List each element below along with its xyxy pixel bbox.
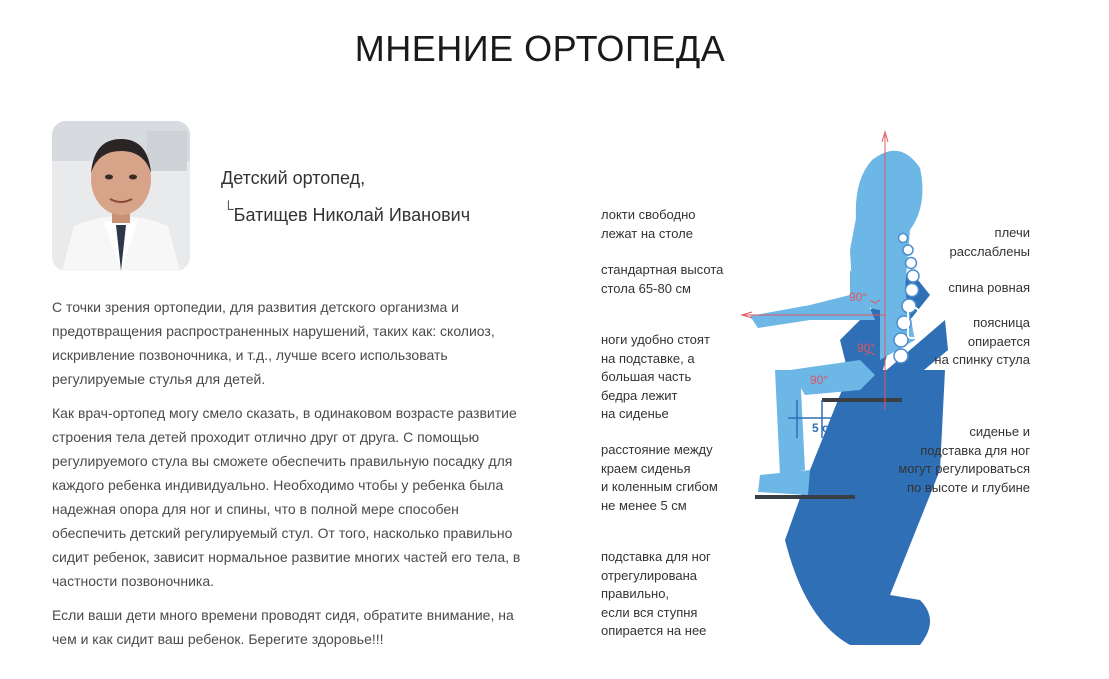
label-elbows: локти свободно лежат на столе xyxy=(601,207,696,241)
label-footrest-adjusted: подставка для ног отрегулирована правильно, если вся ступня опирается на нее xyxy=(601,549,711,638)
label-back-straight: спина ровная xyxy=(948,280,1030,295)
paragraph-intro: С точки зрения ортопедии, для развития детского организма и предотвращения распространенных нарушений, таких как: сколиоз, искривление позвоночника, и т.д., лучше всего использовать регулируемые стулья для детей. xyxy=(52,299,495,387)
paragraph-main: Как врач-ортопед могу смело сказать, в одинаковом возрасте развитие строения тела детей проходит отлично друг от друга. С помощью регулируемого стула вы сможете обеспечить правильную посадку для каждого ребенка индивидуально. Необходимо чтобы у ребенка была надежная опора для ног и спины, что в полной мере способен обеспечить детский регулируемый стул. От того, насколько правильно сидит ребенок, зависит нормальное развитие многих частей его тела, в частности позвоночника. xyxy=(52,405,521,589)
bracket-mark-icon: └ xyxy=(223,201,234,218)
angle-label-elbow: 90° xyxy=(849,290,868,304)
angle-label-knee: 90° xyxy=(810,373,829,387)
doctor-portrait-image xyxy=(52,121,190,271)
doctor-name-row xyxy=(223,201,471,226)
paragraph-closing: Если ваши дети много времени проводят сидя, обратите внимание, на чем и как сидит ваш ребенок. Берегите здоровье!!! xyxy=(52,607,514,647)
doctor-photo xyxy=(52,121,190,271)
label-feet-on-footrest: ноги удобно стоят на подставке, а большая часть бедра лежит на сиденье xyxy=(601,332,710,421)
doctor-role: Детский ортопед, xyxy=(221,168,366,188)
doctor-name: Батищев Николай Иванович xyxy=(233,205,471,225)
angle-label-hip: 90° xyxy=(857,341,876,355)
label-shoulders: плечи расслаблены xyxy=(949,225,1030,259)
distance-label: 5 см xyxy=(812,421,838,435)
label-seat-knee-distance: расстояние между краем сиденья и коленным сгибом не менее 5 см xyxy=(601,442,718,513)
label-lower-back: поясница опирается на спинку стула xyxy=(934,315,1030,367)
label-table-height: стандартная высота стола 65-80 см xyxy=(601,262,724,296)
page-title: МНЕНИЕ ОРТОПЕДА xyxy=(354,28,726,69)
label-adjustable-seat: сиденье и подставка для ног могут регулироваться по высоте и глубине xyxy=(898,424,1030,495)
